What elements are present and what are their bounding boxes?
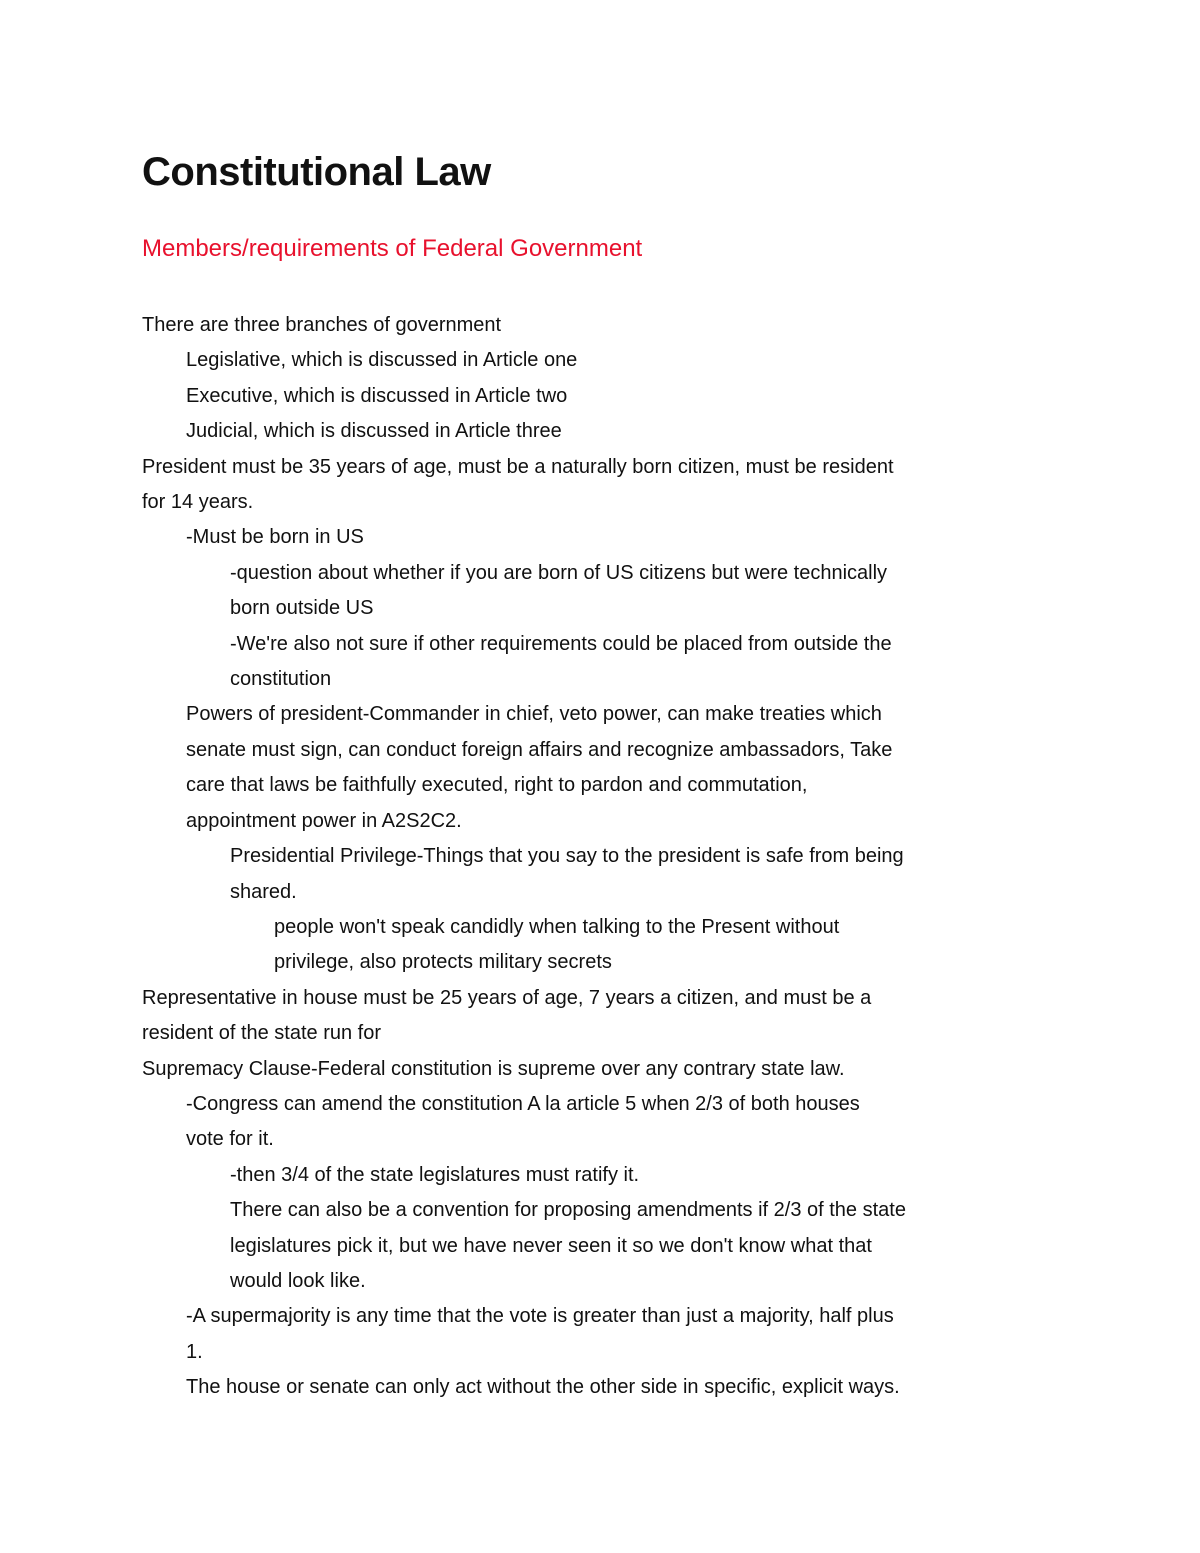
text-line: constitution xyxy=(230,668,332,691)
text-line: shared. xyxy=(230,880,297,903)
notes-body xyxy=(142,308,1062,1406)
text-line: for 14 years. xyxy=(142,491,254,514)
text-line: Judicial, which is discussed in Article three xyxy=(186,420,562,443)
section-heading: Members/requirements of Federal Government xyxy=(142,235,643,262)
text-line: legislatures pick it, but we have never seen it so we don't know what that xyxy=(230,1234,872,1257)
text-line: Representative in house must be 25 years of age, 7 years a citizen, and must be a xyxy=(142,986,872,1009)
text-line: care that laws be faithfully executed, right to pardon and commutation, xyxy=(186,774,808,797)
text-line: The house or senate can only act without the other side in specific, explicit ways. xyxy=(186,1376,900,1399)
text-line: -We're also not sure if other requirements could be placed from outside the xyxy=(230,632,892,655)
page-title: Constitutional Law xyxy=(142,150,491,194)
text-line: -Congress can amend the constitution A la article 5 when 2/3 of both houses xyxy=(186,1092,860,1115)
text-line: -then 3/4 of the state legislatures must ratify it. xyxy=(230,1163,640,1186)
text-line: privilege, also protects military secrets xyxy=(274,951,612,974)
text-line: -Must be born in US xyxy=(186,526,364,549)
text-line: -A supermajority is any time that the vote is greater than just a majority, half plus xyxy=(186,1305,894,1328)
text-line: resident of the state run for xyxy=(142,1022,382,1045)
text-line: Executive, which is discussed in Article two xyxy=(186,384,568,407)
text-line: born outside US xyxy=(230,597,374,620)
text-line: Powers of president-Commander in chief, veto power, can make treaties which xyxy=(186,703,882,726)
text-line: vote for it. xyxy=(186,1128,274,1151)
text-line: There are three branches of government xyxy=(142,314,502,336)
text-line: would look like. xyxy=(230,1269,366,1292)
text-line: senate must sign, can conduct foreign affairs and recognize ambassadors, Take xyxy=(186,738,893,761)
text-line: Legislative, which is discussed in Article one xyxy=(186,349,578,372)
text-line: -question about whether if you are born of US citizens but were technically xyxy=(230,561,888,584)
text-line: Presidential Privilege-Things that you say to the president is safe from being xyxy=(230,845,904,868)
text-line: appointment power in A2S2C2. xyxy=(186,809,462,832)
text-line: Supremacy Clause-Federal constitution is supreme over any contrary state law. xyxy=(142,1057,845,1080)
text-line: 1. xyxy=(186,1340,203,1363)
text-line: President must be 35 years of age, must be a naturally born citizen, must be resident xyxy=(142,455,894,478)
text-line: people won't speak candidly when talking to the Present without xyxy=(274,915,840,938)
text-line: There can also be a convention for proposing amendments if 2/3 of the state xyxy=(230,1199,906,1222)
